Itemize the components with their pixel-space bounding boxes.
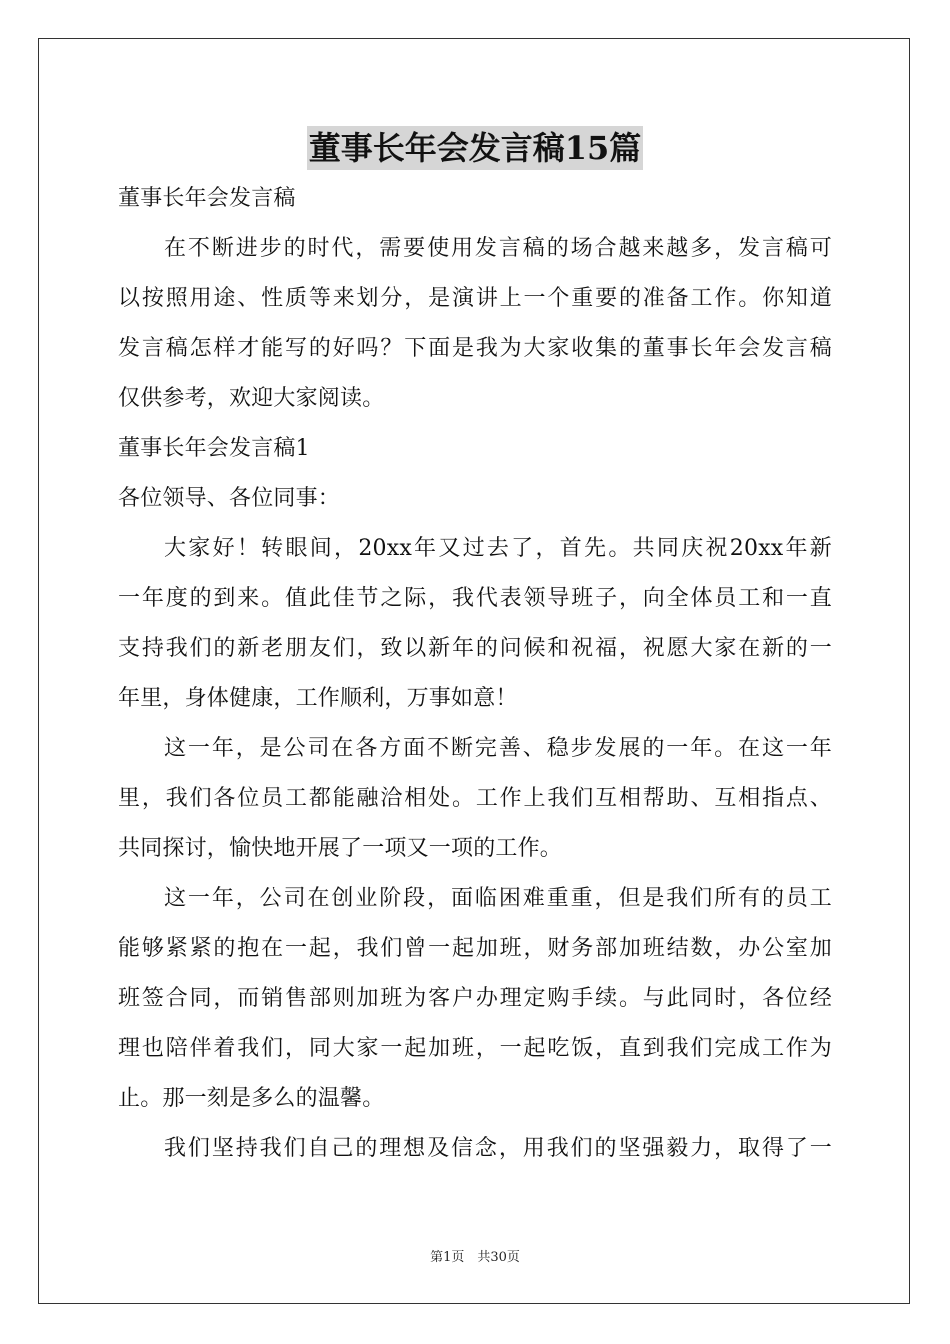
text-line: 这一年，是公司在各方面不断完善、稳步发展的一年。在这一年 bbox=[164, 736, 832, 761]
text-line: 大家好！转眼间，20xx年又过去了，首先。共同庆祝20xx年新 bbox=[164, 536, 832, 561]
text-line: 共同探讨，愉快地开展了一项又一项的工作。 bbox=[118, 836, 563, 861]
text-line: 年里，身体健康，工作顺利，万事如意！ bbox=[118, 686, 518, 711]
text-line: 我们坚持我们自己的理想及信念，用我们的坚强毅力，取得了一 bbox=[164, 1136, 832, 1161]
text-line: 能够紧紧的抱在一起，我们曾一起加班，财务部加班结数，办公室加 bbox=[118, 936, 832, 961]
text-line: 一年度的到来。值此佳节之际，我代表领导班子，向全体员工和一直 bbox=[118, 586, 832, 611]
text-line: 止。那一刻是多么的温馨。 bbox=[118, 1086, 385, 1111]
text-line: 董事长年会发言稿1 bbox=[118, 436, 310, 461]
text-line: 仅供参考，欢迎大家阅读。 bbox=[118, 386, 385, 411]
text-line: 董事长年会发言稿 bbox=[118, 186, 296, 211]
text-line: 以按照用途、性质等来划分，是演讲上一个重要的准备工作。你知道 bbox=[118, 286, 832, 311]
text-line: 各位领导、各位同事： bbox=[118, 486, 341, 511]
title-container bbox=[0, 126, 950, 170]
text-line: 发言稿怎样才能写的好吗？下面是我为大家收集的董事长年会发言稿 bbox=[118, 336, 832, 361]
text-line: 班签合同，而销售部则加班为客户办理定购手续。与此同时，各位经 bbox=[118, 986, 832, 1011]
document-body bbox=[118, 174, 832, 1174]
text-line: 支持我们的新老朋友们，致以新年的问候和祝福，祝愿大家在新的一 bbox=[118, 636, 832, 661]
text-line: 理也陪伴着我们，同大家一起加班，一起吃饭，直到我们完成工作为 bbox=[118, 1036, 832, 1061]
text-line: 在不断进步的时代，需要使用发言稿的场合越来越多，发言稿可 bbox=[164, 236, 832, 261]
text-line: 这一年，公司在创业阶段，面临困难重重，但是我们所有的员工 bbox=[164, 886, 832, 911]
text-line: 里，我们各位员工都能融洽相处。工作上我们互相帮助、互相指点、 bbox=[118, 786, 832, 811]
page-footer: 第1页 共30页 bbox=[430, 1250, 520, 1265]
document-title: 董事长年会发言稿15篇 bbox=[307, 126, 644, 170]
